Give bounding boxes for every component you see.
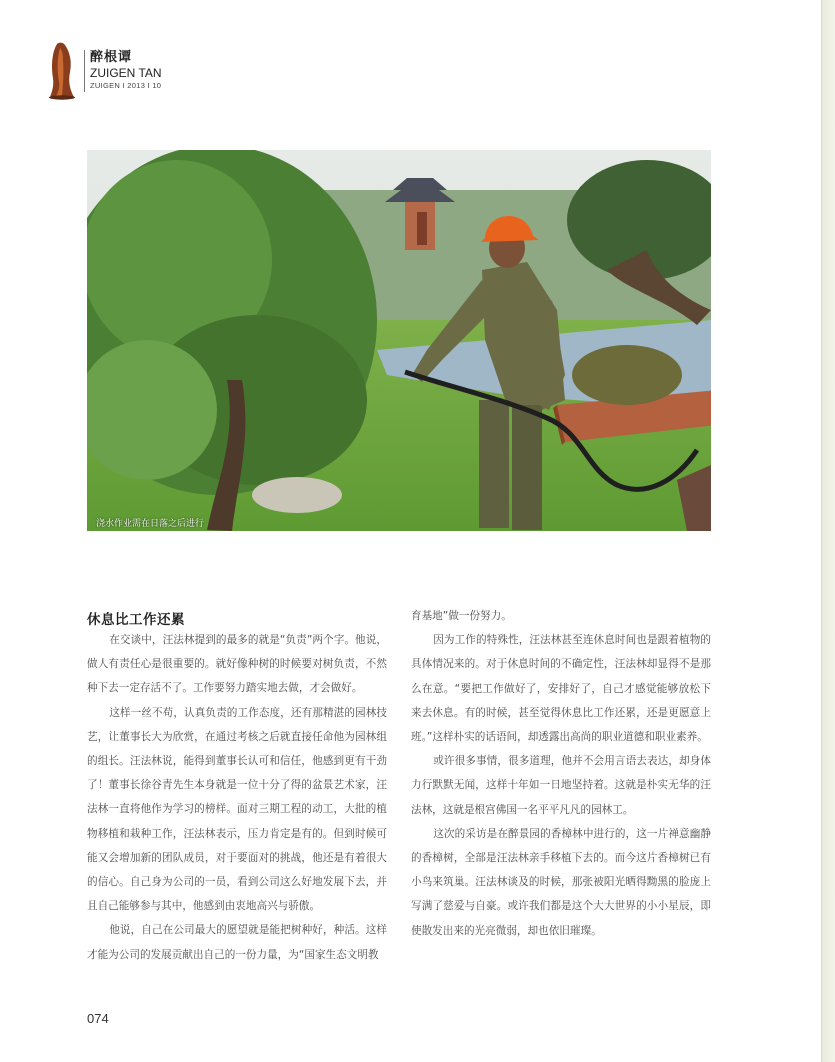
photo-caption: 浇水作业需在日落之后进行 [96,519,205,529]
paragraph: 在交谈中，汪法林提到的最多的就是“负责”两个字。他说，做人有责任心是很重要的。就好像种树的时候要对树负责，不然种下去一定存活不了。工作要努力踏实地去做，才会做好。 [87,634,387,695]
header-divider [84,50,85,92]
paragraph-continued: 育基地”做一份努力。 [411,610,512,622]
article-photo [87,150,711,531]
magazine-title-cn: 醉根谭 [90,50,133,65]
article-column-right [411,604,711,943]
paragraph: 或许很多事情，很多道理，他并不会用言语去表达，却身体力行默默无闻，这样十年如一日地坚持着。这就是朴实无华的汪法林，这就是根宫佛国一名平平凡凡的园林工。 [411,755,711,816]
section-heading: 休息比工作还累 [87,612,185,628]
article-column-left [87,628,387,967]
paragraph: 他说，自己在公司最大的愿望就是能把树种好，种活。这样才能为公司的发展贡献出自己的一份力量，为“国家生态文明教 [87,924,387,961]
paragraph: 这次的采访是在醉景园的香樟林中进行的，这一片禅意幽静的香樟树，全部是汪法林亲手移植下去的。而今这片香樟树已有小鸟来筑巢。汪法林谈及的时候，那张被阳光晒得黝黑的脸庞上写满了慈爱与自豪。或许我们都是这个大大世界的小小星辰，即使散发出来的光亮微弱，却也依旧璀璨。 [411,827,711,937]
paragraph: 因为工作的特殊性，汪法林甚至连休息时间也是跟着植物的具体情况来的。对于休息时间的不确定性，汪法林却显得不是那么在意。“要把工作做好了，安排好了，自己才感觉能够放松下来去休息。有的时候，甚至觉得休息比工作还累，还是更愿意上班。”这样朴实的话语间，却透露出高尚的职业道德和职业素养。 [411,634,711,744]
page-number: 074 [87,1011,109,1026]
issue-label: ZUIGEN I 2013 I 10 [90,81,162,90]
root-sculpture-logo [48,42,76,100]
magazine-header [90,51,162,90]
magazine-title-en: ZUIGEN TAN [90,66,162,80]
page-edge-strip [822,0,835,1062]
paragraph: 这样一丝不苟，认真负责的工作态度，还有那精湛的园林技艺，让董事长大为欣赏，在通过考核之后就直接任命他为园林组的组长。汪法林说，能得到董事长认可和信任，他感到更有干劲了！董事长徐谷青先生本身就是一位十分了得的盆景艺术家，汪法林一直将他作为学习的榜样。面对三期工程的动工，大批的植物移植和栽种工作，汪法林表示，压力肯定是有的。但到时候可能又会增加新的团队成员，对于要面对的挑战，他还是有着很大的信心。自己身为公司的一员，看到公司这么好地发展下去，并且自己能够参与其中，他感到由衷地高兴与骄傲。 [87,706,387,913]
